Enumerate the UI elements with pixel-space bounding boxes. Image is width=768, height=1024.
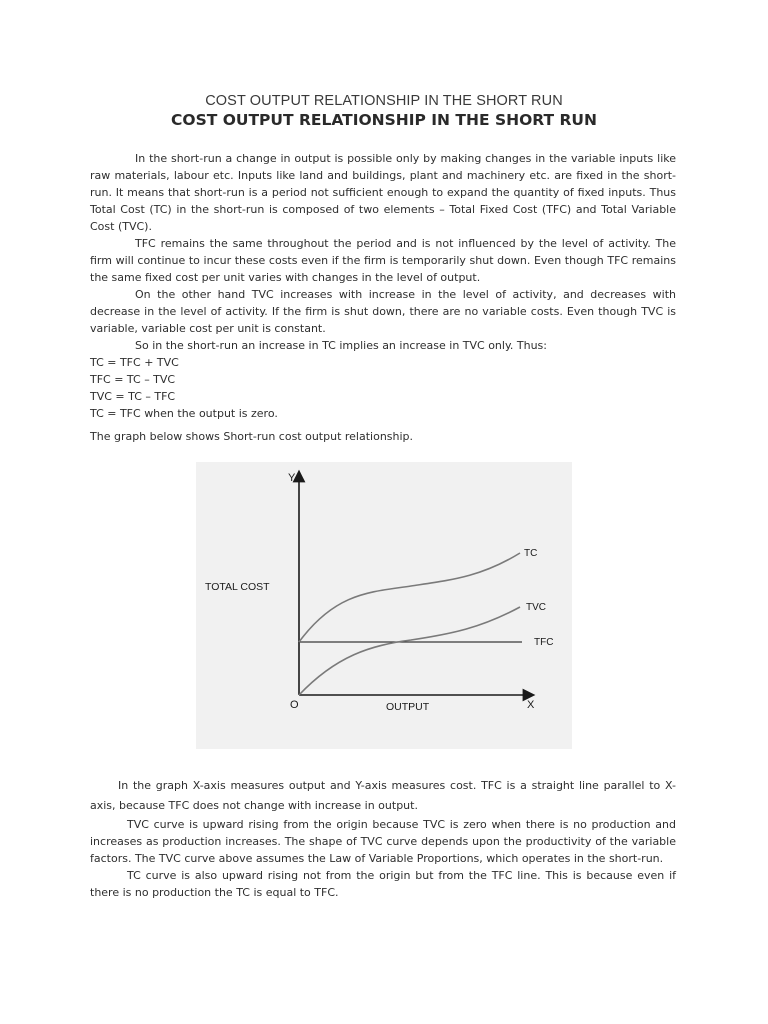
y-axis-label: TOTAL COST — [205, 581, 270, 593]
paragraph-tc-curve: TC curve is also upward rising not from the origin but from the TFC line. This is because even if there is no production the TC is equal to TFC. — [90, 869, 676, 899]
tfc-label: TFC — [534, 637, 554, 648]
paragraph-axes: In the graph X-axis measures output and Y-axis measures cost. TFC is a straight line parallel to X-axis, because TFC does not change with increase in output. — [90, 779, 676, 812]
origin-label: O — [290, 699, 299, 711]
x-axis-letter: X — [527, 699, 535, 711]
page-title-bold: COST OUTPUT RELATIONSHIP IN THE SHORT RUN — [171, 111, 597, 129]
equation-tc: TC = TFC + TVC — [90, 356, 179, 369]
intro-text — [90, 150, 676, 445]
page-title-plain: COST OUTPUT RELATIONSHIP IN THE SHORT RUN — [205, 93, 563, 109]
cost-output-graph — [196, 462, 572, 749]
cost-output-graph-svg — [196, 462, 572, 749]
tvc-label: TVC — [526, 602, 546, 613]
x-axis-label: OUTPUT — [386, 701, 430, 713]
paragraph-short-run: In the short-run a change in output is possible only by making changes in the variable inputs like raw materials, labour etc. Inputs like land and buildings, plant and machinery etc. are fixed in the short-run. It means that short-run is a period not sufficient enough to expand the quantity of fixed inputs. Thus Total Cost (TC) in the short-run is composed of two elements – Total Fixed Cost (TFC) and Total Variable Cost (TVC). — [90, 152, 676, 233]
explanation-text — [90, 776, 676, 901]
tvc-curve — [299, 607, 520, 695]
paragraph-tvc-curve: TVC curve is upward rising from the origin because TVC is zero when there is no production and increases as production increases. The shape of TVC curve depends upon the productivity of the variable factors. The TVC curve above assumes the Law of Variable Proportions, which operates in the short-run. — [90, 818, 676, 865]
y-axis-letter: Y — [288, 472, 296, 484]
paragraph-thus: So in the short-run an increase in TC implies an increase in TVC only. Thus: — [135, 339, 547, 352]
paragraph-tfc: TFC remains the same throughout the period and is not influenced by the level of activity. The firm will continue to incur these costs even if the firm is temporarily shut down. Even though TFC remains the same fixed cost per unit varies with changes in the level of output. — [90, 237, 676, 284]
equation-tfc: TFC = TC – TVC — [90, 373, 176, 386]
tc-label: TC — [524, 548, 538, 559]
equation-zero-output: TC = TFC when the output is zero. — [90, 407, 278, 420]
paragraph-tvc: On the other hand TVC increases with increase in the level of activity, and decreases with decrease in the level of activity. If the firm is shut down, there are no variable costs. Even though TVC is variable, variable cost per unit is constant. — [90, 288, 676, 335]
graph-intro: The graph below shows Short-run cost output relationship. — [90, 430, 414, 443]
equation-tvc: TVC = TC – TFC — [90, 390, 176, 403]
tc-curve — [299, 553, 520, 642]
